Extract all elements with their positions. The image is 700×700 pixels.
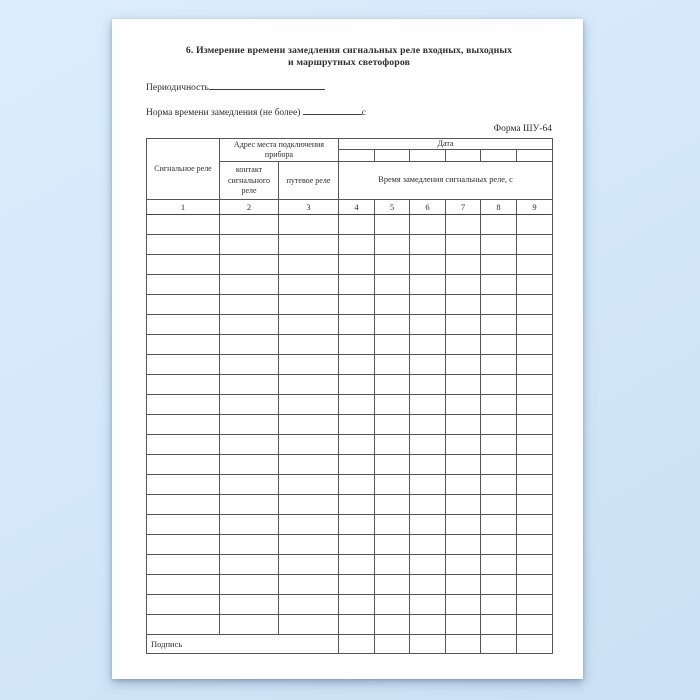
empty-cell xyxy=(446,495,481,515)
empty-cell xyxy=(279,455,339,475)
empty-cell xyxy=(339,595,375,615)
empty-cell xyxy=(220,515,279,535)
empty-cell xyxy=(410,535,446,555)
header-contact-relay: контакт сигнального реле xyxy=(220,162,279,200)
empty-cell xyxy=(517,355,553,375)
table-row xyxy=(147,435,553,455)
empty-cell xyxy=(446,555,481,575)
empty-cell xyxy=(339,235,375,255)
empty-cell xyxy=(517,415,553,435)
empty-cell xyxy=(446,355,481,375)
empty-cell xyxy=(220,495,279,515)
empty-cell xyxy=(375,495,410,515)
empty-cell xyxy=(410,395,446,415)
empty-cell xyxy=(446,575,481,595)
page-content xyxy=(112,45,583,654)
header-date-cell xyxy=(410,150,446,162)
form-title-line2: и маршрутных светофоров xyxy=(288,57,410,68)
empty-cell xyxy=(147,275,220,295)
empty-cell xyxy=(220,595,279,615)
table-row xyxy=(147,395,553,415)
empty-cell xyxy=(375,235,410,255)
empty-cell xyxy=(481,475,517,495)
empty-cell xyxy=(375,615,410,635)
empty-cell xyxy=(410,415,446,435)
empty-cell xyxy=(220,335,279,355)
table-row xyxy=(147,355,553,375)
empty-cell xyxy=(517,595,553,615)
empty-cell xyxy=(375,575,410,595)
empty-cell xyxy=(375,395,410,415)
empty-cell xyxy=(517,395,553,415)
empty-cell xyxy=(279,595,339,615)
empty-cell xyxy=(375,375,410,395)
column-number-cell: 3 xyxy=(279,200,339,215)
empty-cell xyxy=(410,455,446,475)
empty-cell xyxy=(279,555,339,575)
empty-cell xyxy=(220,275,279,295)
empty-cell xyxy=(147,555,220,575)
empty-cell xyxy=(339,495,375,515)
form-title xyxy=(146,45,552,69)
periodicity-field xyxy=(146,82,552,94)
table-header xyxy=(147,139,553,215)
signature-empty-cell xyxy=(339,635,375,654)
column-number-cell: 2 xyxy=(220,200,279,215)
empty-cell xyxy=(279,415,339,435)
empty-cell xyxy=(220,355,279,375)
header-row-top xyxy=(147,139,553,150)
empty-cell xyxy=(339,335,375,355)
norm-field xyxy=(146,107,552,119)
empty-cell xyxy=(517,295,553,315)
column-number-cell: 5 xyxy=(375,200,410,215)
empty-cell xyxy=(517,255,553,275)
empty-cell xyxy=(339,415,375,435)
empty-cell xyxy=(481,455,517,475)
empty-cell xyxy=(147,375,220,395)
empty-cell xyxy=(220,255,279,275)
empty-cell xyxy=(220,375,279,395)
empty-cell xyxy=(481,355,517,375)
empty-cell xyxy=(517,575,553,595)
empty-cell xyxy=(147,575,220,595)
form-title-line1: 6. Измерение времени замедления сигнальных реле входных, выходных xyxy=(185,45,513,56)
empty-cell xyxy=(446,255,481,275)
empty-cell xyxy=(410,335,446,355)
empty-cell xyxy=(339,555,375,575)
empty-cell xyxy=(517,495,553,515)
periodicity-blank-line xyxy=(209,82,325,90)
empty-cell xyxy=(375,355,410,375)
empty-cell xyxy=(517,315,553,335)
empty-cell xyxy=(147,415,220,435)
table-row xyxy=(147,475,553,495)
empty-cell xyxy=(481,595,517,615)
empty-cell xyxy=(446,215,481,235)
empty-cell xyxy=(220,475,279,495)
header-date-cell xyxy=(517,150,553,162)
table-row xyxy=(147,495,553,515)
empty-cell xyxy=(410,235,446,255)
empty-cell xyxy=(446,515,481,535)
empty-cell xyxy=(279,335,339,355)
header-date-cell xyxy=(481,150,517,162)
paper-sheet xyxy=(112,19,583,679)
header-date-cell xyxy=(339,150,375,162)
empty-cell xyxy=(446,615,481,635)
empty-cell xyxy=(481,515,517,535)
header-device-address: Адрес места подключения прибора xyxy=(220,139,339,162)
table-row xyxy=(147,255,553,275)
empty-cell xyxy=(279,435,339,455)
signature-empty-cell xyxy=(375,635,410,654)
empty-cell xyxy=(410,475,446,495)
empty-cell xyxy=(481,315,517,335)
table-row xyxy=(147,235,553,255)
empty-cell xyxy=(446,275,481,295)
empty-cell xyxy=(375,455,410,475)
empty-cell xyxy=(410,355,446,375)
empty-cell xyxy=(279,615,339,635)
empty-cell xyxy=(517,235,553,255)
empty-cell xyxy=(446,415,481,435)
empty-cell xyxy=(147,315,220,335)
empty-cell xyxy=(410,215,446,235)
empty-cell xyxy=(147,235,220,255)
empty-cell xyxy=(481,335,517,355)
column-number-cell: 1 xyxy=(147,200,220,215)
empty-cell xyxy=(446,315,481,335)
header-date: Дата xyxy=(339,139,553,150)
empty-cell xyxy=(339,575,375,595)
table-body xyxy=(147,215,553,635)
empty-cell xyxy=(446,435,481,455)
signature-empty-cell xyxy=(481,635,517,654)
empty-cell xyxy=(147,355,220,375)
signature-label-cell: Подпись xyxy=(147,635,339,654)
empty-cell xyxy=(481,395,517,415)
table-row xyxy=(147,515,553,535)
column-number-cell: 6 xyxy=(410,200,446,215)
empty-cell xyxy=(147,495,220,515)
empty-cell xyxy=(481,535,517,555)
empty-cell xyxy=(517,275,553,295)
table-row xyxy=(147,335,553,355)
empty-cell xyxy=(147,455,220,475)
table-row xyxy=(147,415,553,435)
empty-cell xyxy=(279,475,339,495)
empty-cell xyxy=(517,515,553,535)
empty-cell xyxy=(220,235,279,255)
empty-cell xyxy=(339,355,375,375)
norm-blank-line xyxy=(303,107,362,115)
empty-cell xyxy=(517,615,553,635)
empty-cell xyxy=(481,415,517,435)
empty-cell xyxy=(220,555,279,575)
empty-cell xyxy=(147,335,220,355)
empty-cell xyxy=(279,295,339,315)
empty-cell xyxy=(446,455,481,475)
empty-cell xyxy=(279,375,339,395)
table-row xyxy=(147,535,553,555)
empty-cell xyxy=(339,215,375,235)
empty-cell xyxy=(410,495,446,515)
periodicity-label: Периодичность xyxy=(146,83,209,93)
empty-cell xyxy=(481,375,517,395)
empty-cell xyxy=(147,255,220,275)
empty-cell xyxy=(481,575,517,595)
empty-cell xyxy=(446,295,481,315)
table-row xyxy=(147,575,553,595)
empty-cell xyxy=(375,535,410,555)
empty-cell xyxy=(220,295,279,315)
empty-cell xyxy=(410,295,446,315)
empty-cell xyxy=(279,235,339,255)
empty-cell xyxy=(517,475,553,495)
empty-cell xyxy=(375,275,410,295)
empty-cell xyxy=(375,555,410,575)
empty-cell xyxy=(147,395,220,415)
measurement-table xyxy=(146,138,553,654)
empty-cell xyxy=(279,495,339,515)
empty-cell xyxy=(375,295,410,315)
empty-cell xyxy=(220,615,279,635)
empty-cell xyxy=(410,555,446,575)
empty-cell xyxy=(446,595,481,615)
table-row xyxy=(147,295,553,315)
empty-cell xyxy=(339,455,375,475)
empty-cell xyxy=(339,255,375,275)
empty-cell xyxy=(517,535,553,555)
empty-cell xyxy=(375,435,410,455)
empty-cell xyxy=(279,395,339,415)
empty-cell xyxy=(410,595,446,615)
empty-cell xyxy=(517,335,553,355)
empty-cell xyxy=(220,395,279,415)
empty-cell xyxy=(481,555,517,575)
empty-cell xyxy=(410,575,446,595)
empty-cell xyxy=(339,515,375,535)
column-number-cell: 7 xyxy=(446,200,481,215)
empty-cell xyxy=(375,415,410,435)
empty-cell xyxy=(339,435,375,455)
empty-cell xyxy=(339,375,375,395)
empty-cell xyxy=(446,375,481,395)
empty-cell xyxy=(279,255,339,275)
empty-cell xyxy=(446,535,481,555)
empty-cell xyxy=(481,235,517,255)
empty-cell xyxy=(446,395,481,415)
empty-cell xyxy=(517,375,553,395)
table-row xyxy=(147,615,553,635)
empty-cell xyxy=(481,615,517,635)
norm-unit-label: с xyxy=(361,108,366,118)
signature-empty-cell xyxy=(446,635,481,654)
empty-cell xyxy=(446,335,481,355)
empty-cell xyxy=(220,535,279,555)
empty-cell xyxy=(147,295,220,315)
empty-cell xyxy=(375,335,410,355)
empty-cell xyxy=(375,215,410,235)
column-number-cell: 8 xyxy=(481,200,517,215)
empty-cell xyxy=(481,255,517,275)
empty-cell xyxy=(279,275,339,295)
empty-cell xyxy=(147,595,220,615)
empty-cell xyxy=(446,475,481,495)
empty-cell xyxy=(375,595,410,615)
empty-cell xyxy=(481,275,517,295)
signature-empty-cell xyxy=(410,635,446,654)
table-footer xyxy=(147,635,553,654)
empty-cell xyxy=(220,575,279,595)
empty-cell xyxy=(220,415,279,435)
empty-cell xyxy=(410,615,446,635)
header-date-cell xyxy=(375,150,410,162)
empty-cell xyxy=(481,495,517,515)
empty-cell xyxy=(147,535,220,555)
empty-cell xyxy=(410,255,446,275)
empty-cell xyxy=(446,235,481,255)
empty-cell xyxy=(279,535,339,555)
empty-cell xyxy=(517,215,553,235)
signature-row xyxy=(147,635,553,654)
signature-empty-cell xyxy=(517,635,553,654)
empty-cell xyxy=(375,315,410,335)
table-row xyxy=(147,315,553,335)
table-row xyxy=(147,555,553,575)
header-track-relay: путевое реле xyxy=(279,162,339,200)
empty-cell xyxy=(279,215,339,235)
empty-cell xyxy=(375,515,410,535)
empty-cell xyxy=(339,475,375,495)
empty-cell xyxy=(147,515,220,535)
empty-cell xyxy=(375,475,410,495)
empty-cell xyxy=(410,275,446,295)
empty-cell xyxy=(279,575,339,595)
header-date-cell xyxy=(446,150,481,162)
table-row xyxy=(147,215,553,235)
empty-cell xyxy=(279,515,339,535)
empty-cell xyxy=(339,275,375,295)
table-row xyxy=(147,595,553,615)
empty-cell xyxy=(481,215,517,235)
empty-cell xyxy=(339,295,375,315)
empty-cell xyxy=(517,455,553,475)
header-delay-time: Время замедления сигнальных реле, с xyxy=(339,162,553,200)
empty-cell xyxy=(147,215,220,235)
empty-cell xyxy=(339,535,375,555)
empty-cell xyxy=(410,375,446,395)
empty-cell xyxy=(339,315,375,335)
norm-label: Норма времени замедления (не более) xyxy=(146,108,301,118)
empty-cell xyxy=(410,315,446,335)
form-number-label: Форма ШУ-64 xyxy=(493,124,552,134)
empty-cell xyxy=(410,435,446,455)
empty-cell xyxy=(220,435,279,455)
header-signal-relay: Сигнальное реле xyxy=(147,139,220,200)
empty-cell xyxy=(220,315,279,335)
empty-cell xyxy=(279,315,339,335)
empty-cell xyxy=(220,215,279,235)
empty-cell xyxy=(410,515,446,535)
column-number-cell: 4 xyxy=(339,200,375,215)
empty-cell xyxy=(375,255,410,275)
empty-cell xyxy=(517,555,553,575)
empty-cell xyxy=(220,455,279,475)
table-row xyxy=(147,275,553,295)
empty-cell xyxy=(147,475,220,495)
empty-cell xyxy=(517,435,553,455)
table-row xyxy=(147,375,553,395)
empty-cell xyxy=(339,615,375,635)
column-numbers-row xyxy=(147,200,553,215)
empty-cell xyxy=(279,355,339,375)
empty-cell xyxy=(147,435,220,455)
empty-cell xyxy=(481,295,517,315)
column-number-cell: 9 xyxy=(517,200,553,215)
empty-cell xyxy=(339,395,375,415)
table-row xyxy=(147,455,553,475)
empty-cell xyxy=(481,435,517,455)
empty-cell xyxy=(147,615,220,635)
